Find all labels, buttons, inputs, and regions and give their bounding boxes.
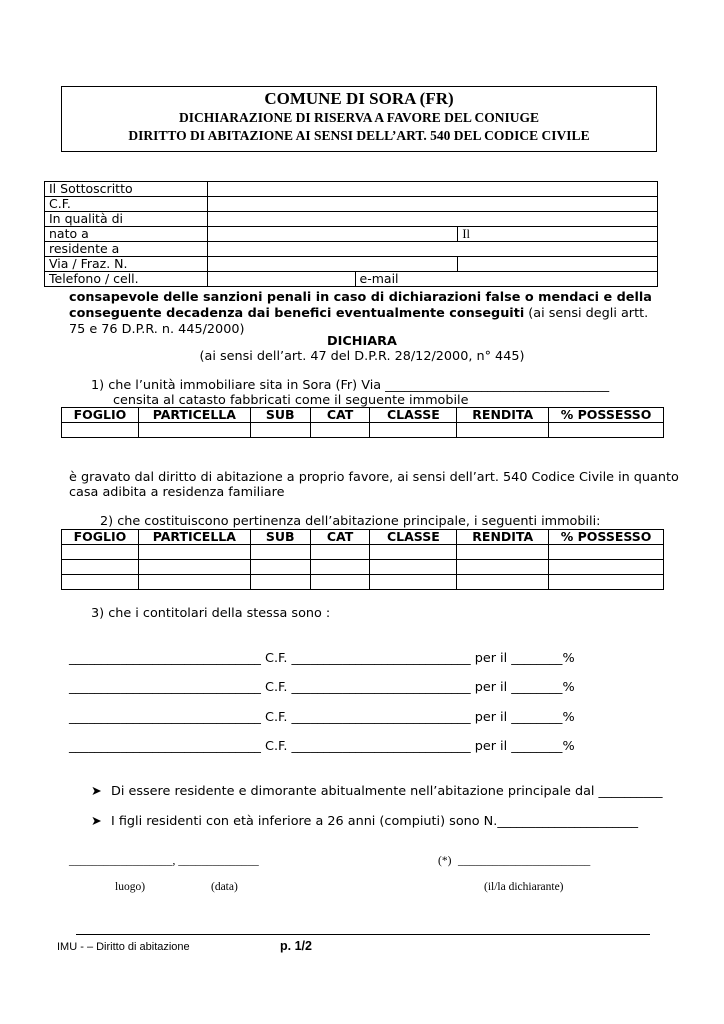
- bullet-residente: [91, 784, 663, 800]
- declarant-info-table: [44, 181, 658, 287]
- sottoscritto-label: Il Sottoscritto: [45, 182, 208, 197]
- email-field[interactable]: e-mail: [355, 272, 657, 287]
- cell[interactable]: [310, 423, 370, 438]
- bullet-figli: [91, 814, 638, 830]
- nato-field[interactable]: [207, 227, 458, 242]
- cell[interactable]: [138, 545, 250, 560]
- contitolare-cf-blank[interactable]: ____________________________: [291, 739, 471, 754]
- table-row: [45, 212, 658, 227]
- document-subtitle-2: DIRITTO DI ABITAZIONE AI SENSI DELL’ART. 540 DEL CODICE CIVILE: [128, 128, 590, 143]
- cell[interactable]: [138, 423, 250, 438]
- col-rendita: RENDITA: [457, 408, 549, 423]
- col-rendita: RENDITA: [457, 530, 549, 545]
- cell[interactable]: [310, 575, 370, 590]
- cell[interactable]: [370, 423, 457, 438]
- cell[interactable]: [457, 545, 549, 560]
- luogo-label: luogo): [115, 881, 146, 893]
- consapevole-bold: consapevole delle sanzioni penali in caso di dichiarazioni false o mendaci e della conseguente decadenza dai benefici eventualmente conseguiti: [69, 290, 652, 321]
- cell[interactable]: [138, 575, 250, 590]
- cell[interactable]: [62, 423, 139, 438]
- dichiara-subheading: (ai sensi dell’art. 47 del D.P.R. 28/12/2000, n° 445): [199, 349, 525, 364]
- cell[interactable]: [62, 560, 139, 575]
- col-classe: CLASSE: [370, 408, 457, 423]
- table-row: [45, 272, 658, 287]
- signature-asterisk: (*): [438, 855, 452, 867]
- document-title: COMUNE DI SORA (FR): [264, 89, 454, 108]
- contitolare-percent-blank[interactable]: ________%: [511, 680, 575, 695]
- table-row: [62, 575, 664, 590]
- cell[interactable]: [549, 423, 664, 438]
- contitolare-name-blank[interactable]: ______________________________: [69, 710, 261, 725]
- qualita-label: In qualità di: [45, 212, 208, 227]
- contitolare-cf-blank[interactable]: ____________________________: [291, 651, 471, 666]
- consapevole-paragraph: [69, 290, 659, 338]
- telefono-field[interactable]: [207, 272, 355, 287]
- contitolare-name-blank[interactable]: ______________________________: [69, 739, 261, 754]
- contitolare-cf-blank[interactable]: ____________________________: [291, 710, 471, 725]
- table-row: [45, 257, 658, 272]
- gravato-line2: casa adibita a residenza familiare: [69, 485, 285, 500]
- table-row: [45, 227, 658, 242]
- arrow-bullet-icon: ➤: [91, 784, 102, 799]
- per-il-label: per il: [474, 680, 508, 695]
- contitolare-line[interactable]: [69, 739, 575, 755]
- item1-line1: 1) che l’unità immobiliare sita in Sora (Fr) Via ___________________________________: [91, 378, 610, 393]
- cf-label: C.F.: [45, 197, 208, 212]
- telefono-label: Telefono / cell.: [45, 272, 208, 287]
- catasto-table-1: [61, 407, 664, 438]
- table-header-row: [62, 530, 664, 545]
- cell[interactable]: [370, 545, 457, 560]
- table-header-row: [62, 408, 664, 423]
- contitolare-cf-blank[interactable]: ____________________________: [291, 680, 471, 695]
- item2-text: 2) che costituiscono pertinenza dell’abitazione principale, i seguenti immobili:: [100, 514, 601, 529]
- table-row: [45, 242, 658, 257]
- per-il-label: per il: [474, 710, 508, 725]
- cell[interactable]: [62, 575, 139, 590]
- col-sub: SUB: [250, 530, 310, 545]
- contitolare-name-blank[interactable]: ______________________________: [69, 680, 261, 695]
- cell[interactable]: [250, 545, 310, 560]
- consapevole-normal: (ai sensi degli artt. 75 e 76 D.P.R. n. 445/2000): [69, 306, 649, 337]
- residente-field[interactable]: [207, 242, 657, 257]
- contitolare-line[interactable]: [69, 680, 575, 696]
- via-number-field[interactable]: [458, 257, 658, 272]
- document-subtitle-1: DICHIARAZIONE DI RISERVA A FAVORE DEL CONIUGE: [178, 110, 540, 125]
- col-particella: PARTICELLA: [138, 408, 250, 423]
- cf-label: C.F.: [265, 739, 288, 754]
- cell[interactable]: [138, 560, 250, 575]
- data-label: (data): [211, 881, 238, 893]
- sottoscritto-field[interactable]: [207, 182, 657, 197]
- col-possesso: % POSSESSO: [549, 408, 664, 423]
- dichiarante-label: (il/la dichiarante): [484, 881, 564, 893]
- cell[interactable]: [549, 575, 664, 590]
- col-foglio: FOGLIO: [62, 530, 139, 545]
- col-possesso: % POSSESSO: [549, 530, 664, 545]
- cell[interactable]: [370, 575, 457, 590]
- cf-field[interactable]: [207, 197, 657, 212]
- contitolare-line[interactable]: [69, 710, 575, 726]
- per-il-label: per il: [474, 651, 508, 666]
- gravato-line1: è gravato dal diritto di abitazione a proprio favore, ai sensi dell’art. 540 Codice Civile in quanto: [69, 470, 679, 485]
- table-row: [62, 423, 664, 438]
- table-row: [62, 545, 664, 560]
- dichiara-heading: DICHIARA: [327, 334, 397, 349]
- col-classe: CLASSE: [370, 530, 457, 545]
- header-box: [61, 86, 657, 152]
- qualita-field[interactable]: [207, 212, 657, 227]
- page-number: p. 1/2: [280, 939, 312, 953]
- col-particella: PARTICELLA: [138, 530, 250, 545]
- cell[interactable]: [310, 560, 370, 575]
- table-row: [45, 182, 658, 197]
- cell[interactable]: [250, 560, 310, 575]
- bullet-residente-text[interactable]: Di essere residente e dimorante abitualmente nell’abitazione principale dal __________: [111, 784, 663, 799]
- cell[interactable]: [310, 545, 370, 560]
- cell[interactable]: [250, 423, 310, 438]
- footer-left: IMU - – Diritto di abitazione: [57, 941, 190, 953]
- cf-label: C.F.: [265, 680, 288, 695]
- contitolare-percent-blank[interactable]: ________%: [511, 710, 575, 725]
- cell[interactable]: [549, 560, 664, 575]
- table-row: [62, 560, 664, 575]
- col-foglio: FOGLIO: [62, 408, 139, 423]
- catasto-table-2: [61, 529, 664, 590]
- nato-label: nato a: [45, 227, 208, 242]
- col-cat: CAT: [310, 408, 370, 423]
- footer-divider: [76, 934, 650, 935]
- via-label: Via / Fraz. N.: [45, 257, 208, 272]
- contitolare-percent-blank[interactable]: ________%: [511, 739, 575, 754]
- item3-text: 3) che i contitolari della stessa sono :: [91, 606, 331, 621]
- via-field[interactable]: [207, 257, 458, 272]
- signature-blank[interactable]: _______________________: [458, 855, 591, 867]
- arrow-bullet-icon: ➤: [91, 814, 102, 829]
- cell[interactable]: [457, 560, 549, 575]
- contitolare-percent-blank[interactable]: ________%: [511, 651, 575, 666]
- table-row: [45, 197, 658, 212]
- per-il-label: per il: [474, 739, 508, 754]
- cell[interactable]: [457, 575, 549, 590]
- cf-label: C.F.: [265, 710, 288, 725]
- item1-line2: censita al catasto fabbricati come il seguente immobile: [113, 393, 469, 408]
- contitolare-name-blank[interactable]: ______________________________: [69, 651, 261, 666]
- cell[interactable]: [370, 560, 457, 575]
- bullet-figli-text[interactable]: I figli residenti con età inferiore a 26 anni (compiuti) sono N.______________________: [111, 814, 639, 829]
- place-date-blank[interactable]: __________________, ______________: [69, 855, 259, 867]
- col-cat: CAT: [310, 530, 370, 545]
- contitolare-line[interactable]: [69, 651, 575, 667]
- cell[interactable]: [457, 423, 549, 438]
- cell[interactable]: [250, 575, 310, 590]
- il-field[interactable]: Il: [458, 227, 658, 242]
- cell[interactable]: [549, 545, 664, 560]
- cell[interactable]: [62, 545, 139, 560]
- col-sub: SUB: [250, 408, 310, 423]
- cf-label: C.F.: [265, 651, 288, 666]
- residente-label: residente a: [45, 242, 208, 257]
